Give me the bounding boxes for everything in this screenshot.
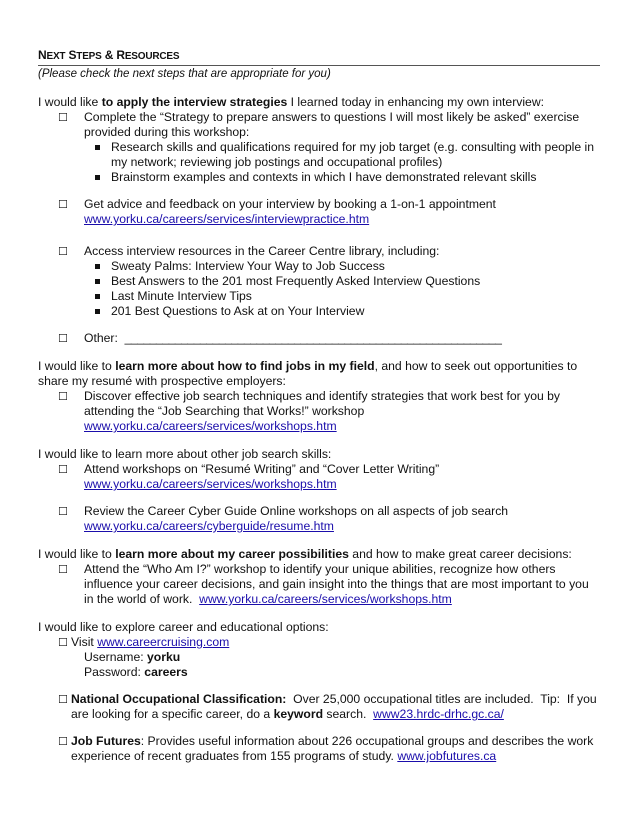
list-item: Research skills and qualifications required for my job target (e.g. consulting with people in my network; reviewing job postings and occupational profiles) — [38, 140, 600, 170]
checkbox-item-job-search[interactable]: ☐ Discover effective job search techniques and identify strategies that work best for you by attending the “Job Searching that Works!” workshop www.yorku.ca/careers/services/workshops.htm — [58, 389, 561, 433]
workshops-link[interactable]: www.yorku.ca/careers/services/workshops.htm — [199, 592, 452, 606]
list-item: Last Minute Interview Tips — [38, 289, 600, 304]
checkbox-icon[interactable]: ☐ — [58, 636, 68, 649]
career-cruising-link[interactable]: www.careercruising.com — [97, 635, 230, 649]
career-possibilities-intro: I would like to learn more about my career possibilities and how to make great career decisions: — [38, 547, 572, 561]
checkbox-icon[interactable]: ☐ — [58, 245, 68, 258]
list-item: 201 Best Questions to Ask at on Your Interview — [38, 304, 600, 319]
interview-practice-link[interactable]: www.yorku.ca/careers/services/interviewpractice.htm — [84, 212, 370, 226]
checkbox-item-who-am-i[interactable]: ☐ Attend the “Who Am I?” workshop to identify your unique abilities, recognize how others influence your career decisions, and gain insight into the things that are most important to you in the world of work. www.yorku.ca/careers/services/workshops.htm — [58, 562, 589, 606]
section-subtitle: (Please check the next steps that are appropriate for you) — [38, 68, 331, 80]
checkbox-item-appointment[interactable]: ☐ Get advice and feedback on your interview by booking a 1-on-1 appointment www.yorku.ca/careers/services/interviewpractice.htm — [58, 197, 496, 226]
checkbox-item-cyber-guide[interactable]: ☐ Review the Career Cyber Guide Online workshops on all aspects of job search www.yorku.ca/careers/cyberguide/resume.htm — [58, 504, 509, 533]
bullet-icon — [95, 294, 100, 299]
job-search-skills-intro: I would like to learn more about other job search skills: — [38, 447, 332, 461]
list-item: Best Answers to the 201 most Frequently Asked Interview Questions — [38, 274, 600, 289]
explore-options-intro: I would like to explore career and educational options: — [38, 620, 329, 634]
checkbox-item-library[interactable]: ☐ Access interview resources in the Career Centre library, including: — [58, 244, 440, 258]
list-item: Sweaty Palms: Interview Your Way to Job Success — [38, 259, 600, 274]
checkbox-item-other[interactable]: ☐ Other: ____________________________________________________________ — [58, 331, 502, 345]
list-item: Brainstorm examples and contexts in which I have demonstrated relevant skills — [38, 170, 600, 185]
checkbox-item-strategy[interactable]: ☐ Complete the “Strategy to prepare answers to questions I will most likely be asked” exercise provided during this workshop: — [58, 110, 580, 139]
bullet-icon — [95, 264, 100, 269]
checkbox-icon[interactable]: ☐ — [58, 463, 68, 476]
bullet-icon — [95, 309, 100, 314]
checkbox-item-noc[interactable]: ☐ National Occupational Classification: Over 25,000 occupational titles are included. Tip: If you are looking for a specific career, do a keyword search. www23.hrdc-drhc.gc.ca/ — [58, 692, 601, 721]
other-blank-line[interactable]: ____________________________________________________________ — [124, 331, 502, 345]
bullet-icon — [95, 279, 100, 284]
checkbox-icon[interactable]: ☐ — [58, 505, 68, 518]
job-futures-link[interactable]: www.jobfutures.ca — [397, 749, 497, 763]
password-value: careers — [144, 665, 188, 679]
find-jobs-intro: I would like to learn more about how to find jobs in my field, and how to seek out opportunities to share my resumé with prospective employers: — [38, 359, 578, 388]
workshops-link[interactable]: www.yorku.ca/careers/services/workshops.htm — [84, 419, 337, 433]
checkbox-item-career-cruising[interactable]: ☐ Visit www.careercruising.com Username: yorku Password: careers — [58, 635, 230, 679]
checkbox-icon[interactable]: ☐ — [58, 198, 68, 211]
checkbox-item-job-futures[interactable]: ☐ Job Futures: Provides useful information about 226 occupational groups and describes the work experience of recent graduates from 155 programs of study. www.jobfutures.ca — [58, 734, 594, 763]
checkbox-icon[interactable]: ☐ — [58, 111, 68, 124]
document-page — [38, 48, 600, 764]
password-label: Password: — [84, 665, 145, 679]
workshops-link[interactable]: www.yorku.ca/careers/services/workshops.htm — [84, 477, 337, 491]
section-title: NEXT STEPS & RESOURCES — [38, 48, 600, 66]
checkbox-icon[interactable]: ☐ — [58, 563, 68, 576]
checkbox-icon[interactable]: ☐ — [58, 693, 68, 706]
noc-link[interactable]: www23.hrdc-drhc.gc.ca/ — [373, 707, 504, 721]
interview-intro: I would like to apply the interview strategies I learned today in enhancing my own interview: — [38, 95, 545, 109]
checkbox-icon[interactable]: ☐ — [58, 332, 68, 345]
bullet-icon — [95, 145, 100, 150]
checkbox-icon[interactable]: ☐ — [58, 735, 68, 748]
username-value: yorku — [147, 650, 181, 664]
username-label: Username: — [84, 650, 147, 664]
checkbox-icon[interactable]: ☐ — [58, 390, 68, 403]
cyberguide-link[interactable]: www.yorku.ca/careers/cyberguide/resume.htm — [84, 519, 334, 533]
checkbox-item-resume-workshops[interactable]: ☐ Attend workshops on “Resumé Writing” and “Cover Letter Writing” www.yorku.ca/careers/services/workshops.htm — [58, 462, 440, 491]
bullet-icon — [95, 175, 100, 180]
